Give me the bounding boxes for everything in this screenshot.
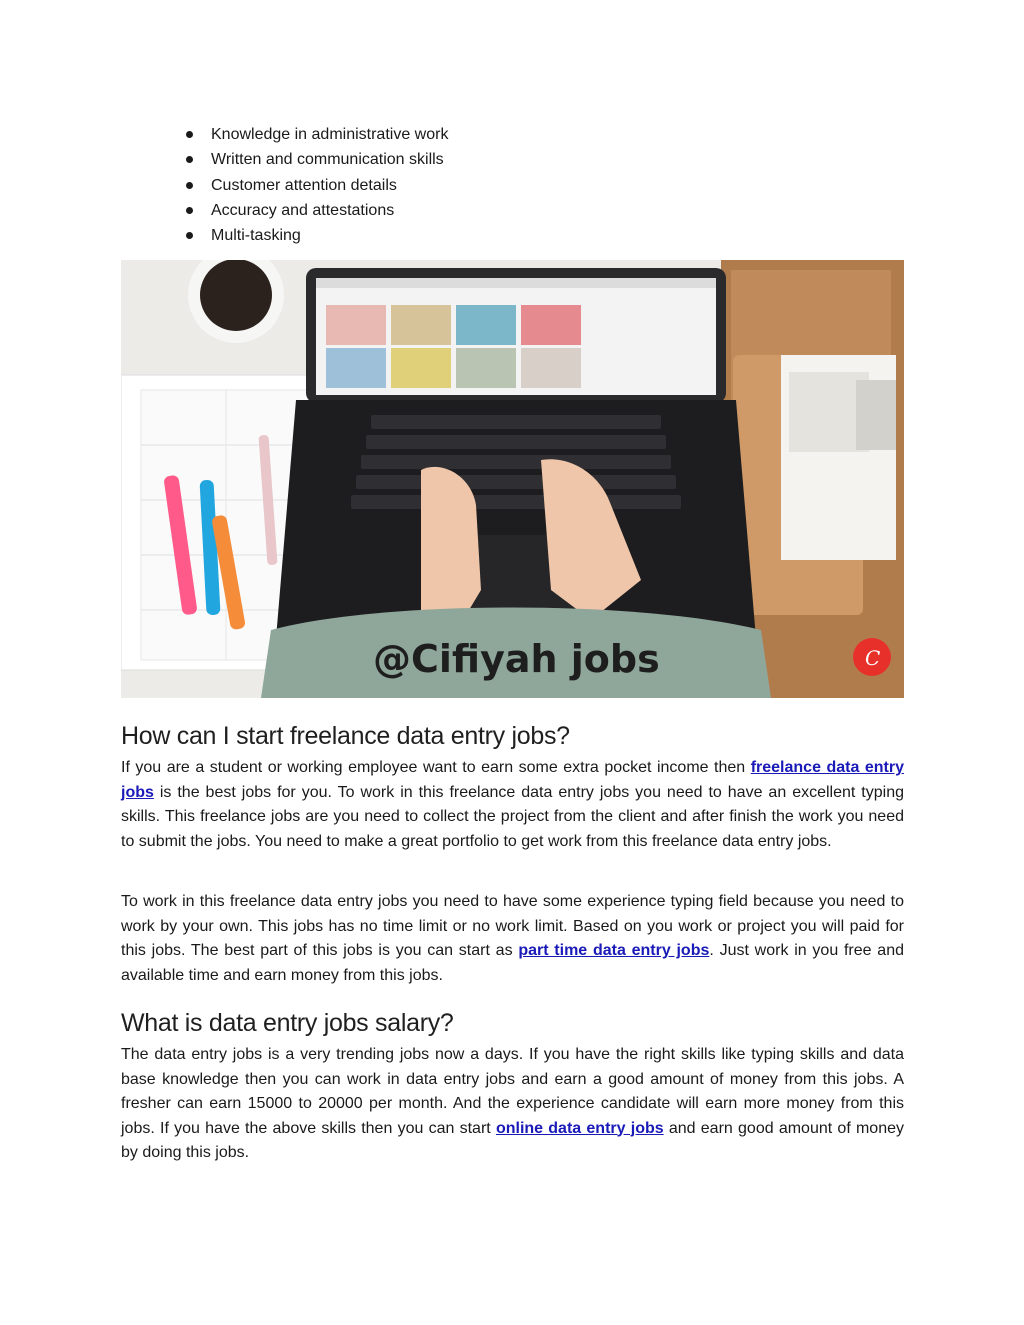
list-item-text: Customer attention details — [211, 176, 397, 194]
paragraph-text: If you are a student or working employee want to earn some extra pocket income then — [121, 759, 751, 776]
bullet-icon — [186, 156, 193, 163]
paragraph-text: To work in this freelance data entry jobs you need to have some experience typing field because you need to work by your own. This jobs has no time limit or no work limit. Based on you work or project you will paid for this jobs. The best part of this jobs is you can start as — [121, 893, 904, 959]
bullet-icon — [186, 232, 193, 239]
freelance-data-entry-jobs-link[interactable]: freelance data entry jobs — [121, 759, 904, 801]
online-data-entry-jobs-link[interactable]: online data entry jobs — [495, 1119, 664, 1137]
list-item — [181, 198, 448, 223]
list-item — [181, 223, 448, 248]
paragraph-text: . Just work in you free and available time and earn money from this jobs. — [121, 942, 904, 984]
laptop-desk-illustration — [121, 260, 904, 698]
list-item — [181, 147, 448, 172]
paragraph-freelance-details — [121, 890, 904, 988]
list-item-text: Knowledge in administrative work — [211, 126, 449, 143]
bullet-icon — [186, 182, 193, 189]
part-time-data-entry-jobs-link[interactable]: part time data entry jobs — [518, 942, 710, 959]
hero-image — [121, 260, 904, 698]
paragraph-text: The data entry jobs is a very trending jobs now a days. If you have the right skills like typing skills and data base knowledge then you can work in data entry jobs and earn a good amount of money from this jobs. A fresher can earn 15000 to 20000 per month. And the experience candidate will earn more money from this jobs. If you have the above skills then you can start — [121, 1046, 904, 1137]
list-item-text: Accuracy and attestations — [211, 201, 395, 219]
list-item-text: Written and communication skills — [211, 151, 444, 169]
list-item-text: Multi-tasking — [211, 227, 301, 245]
paragraph-text: is the best jobs for you. To work in this freelance data entry jobs you need to have an excellent typing skills. This freelance jobs are you need to collect the project from the client and after finish the work you need to submit the jobs. You need to make a great portfolio to get work from this freelance data entry jobs. — [121, 783, 904, 850]
paragraph-freelance-intro — [121, 756, 904, 854]
bullet-icon — [186, 207, 193, 214]
paragraph-text: and earn good amount of money by doing this jobs. — [121, 1119, 905, 1161]
section-heading-freelance: How can I start freelance data entry jobs? — [121, 722, 570, 750]
list-item — [181, 173, 448, 198]
logo-letter: C — [865, 646, 881, 670]
section-heading-salary: What is data entry jobs salary? — [121, 1009, 454, 1037]
list-item — [181, 122, 448, 147]
paragraph-salary — [121, 1043, 904, 1166]
bullet-icon — [186, 131, 193, 138]
watermark-text: @Cifiyah jobs — [373, 637, 660, 681]
skills-list — [181, 122, 448, 248]
